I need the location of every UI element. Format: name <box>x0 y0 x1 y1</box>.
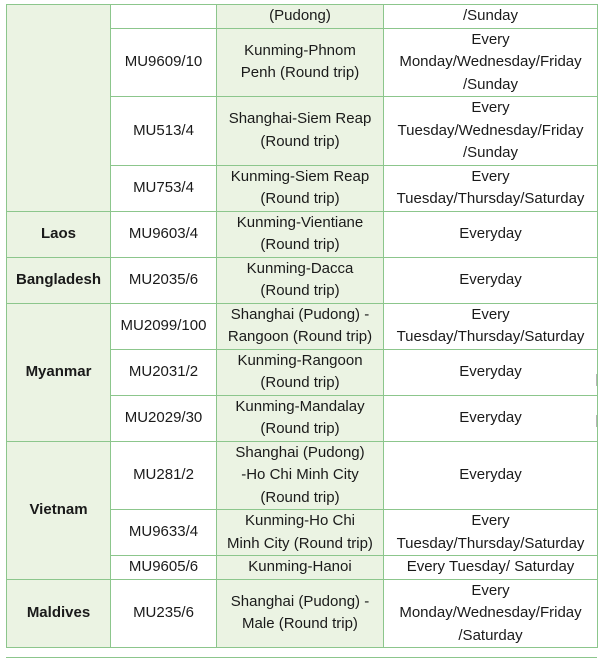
table-row <box>7 257 598 303</box>
flight-number-cell: MU9609/10 <box>111 28 217 97</box>
flight-number-cell: MU2031/2 <box>111 349 217 395</box>
table-row <box>7 5 598 29</box>
flight-number-cell: MU9633/4 <box>111 510 217 556</box>
frequency-cell: Everyday <box>384 257 598 303</box>
flight-number-cell: MU9603/4 <box>111 211 217 257</box>
route-cell: (Pudong) <box>217 5 384 29</box>
next-row-border <box>6 657 597 662</box>
frequency-cell: Every Tuesday/Thursday/Saturday <box>384 510 598 556</box>
flight-number-cell: MU2029/30 <box>111 395 217 441</box>
country-cell: Laos <box>7 211 111 257</box>
route-cell: Shanghai (Pudong) - Male (Round trip) <box>217 579 384 648</box>
route-cell: Kunming-Phnom Penh (Round trip) <box>217 28 384 97</box>
table-row <box>7 211 598 257</box>
table-row <box>7 303 598 349</box>
country-cell <box>7 5 111 212</box>
flight-number-cell <box>111 5 217 29</box>
route-cell: Kunming-Mandalay (Round trip) <box>217 395 384 441</box>
page-edge-mark <box>596 374 597 386</box>
route-cell: Kunming-Hanoi <box>217 556 384 580</box>
route-cell: Kunming-Ho Chi Minh City (Round trip) <box>217 510 384 556</box>
route-cell: Kunming-Rangoon (Round trip) <box>217 349 384 395</box>
country-cell: Vietnam <box>7 441 111 579</box>
frequency-cell: Everyday <box>384 211 598 257</box>
country-cell: Bangladesh <box>7 257 111 303</box>
frequency-cell: /Sunday <box>384 5 598 29</box>
route-cell: Shanghai (Pudong) - Rangoon (Round trip) <box>217 303 384 349</box>
frequency-cell: Everyday <box>384 395 598 441</box>
flight-routes-body <box>7 5 598 648</box>
flight-number-cell: MU753/4 <box>111 165 217 211</box>
flight-number-cell: MU2035/6 <box>111 257 217 303</box>
country-cell: Myanmar <box>7 303 111 441</box>
page-edge-mark <box>596 415 597 427</box>
frequency-cell: Everyday <box>384 349 598 395</box>
flight-routes-table <box>6 4 598 648</box>
frequency-cell: Every Tuesday/Wednesday/Friday /Sunday <box>384 97 598 166</box>
frequency-cell: Every Monday/Wednesday/Friday /Saturday <box>384 579 598 648</box>
frequency-cell: Every Tuesday/Thursday/Saturday <box>384 303 598 349</box>
country-cell: Maldives <box>7 579 111 648</box>
flight-number-cell: MU281/2 <box>111 441 217 510</box>
flight-number-cell: MU2099/100 <box>111 303 217 349</box>
table-row <box>7 441 598 510</box>
route-cell: Shanghai (Pudong) -Ho Chi Minh City (Round trip) <box>217 441 384 510</box>
flight-number-cell: MU9605/6 <box>111 556 217 580</box>
frequency-cell: Everyday <box>384 441 598 510</box>
flight-number-cell: MU235/6 <box>111 579 217 648</box>
route-cell: Shanghai-Siem Reap (Round trip) <box>217 97 384 166</box>
route-cell: Kunming-Vientiane (Round trip) <box>217 211 384 257</box>
route-cell: Kunming-Dacca (Round trip) <box>217 257 384 303</box>
frequency-cell: Every Monday/Wednesday/Friday /Sunday <box>384 28 598 97</box>
flight-number-cell: MU513/4 <box>111 97 217 166</box>
route-cell: Kunming-Siem Reap (Round trip) <box>217 165 384 211</box>
frequency-cell: Every Tuesday/ Saturday <box>384 556 598 580</box>
table-row <box>7 579 598 648</box>
frequency-cell: Every Tuesday/Thursday/Saturday <box>384 165 598 211</box>
